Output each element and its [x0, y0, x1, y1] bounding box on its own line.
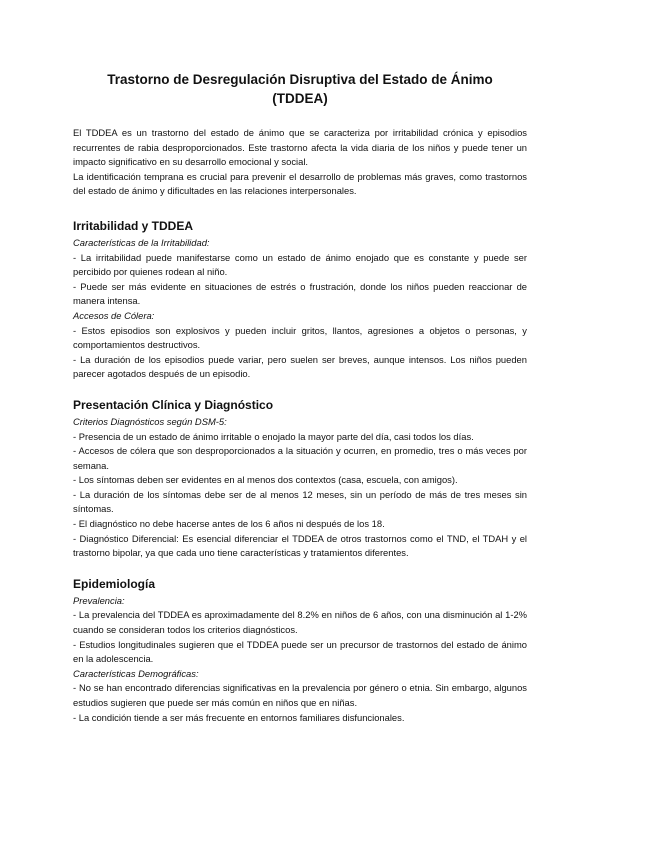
- section-heading-epidemiologia: Epidemiología: [73, 576, 156, 591]
- document-page: [73, 70, 527, 725]
- list-item: - Diagnóstico Diferencial: Es esencial diferenciar el TDDEA de otros trastornos como el TND, el TDAH y el trastorno bipolar, ya que cada uno tiene características y tratamientos diferentes.: [73, 532, 527, 559]
- section-heading-irritabilidad: Irritabilidad y TDDEA: [73, 218, 194, 233]
- list-item: - Presencia de un estado de ánimo irritable o enojado la mayor parte del día, casi todos los días.: [73, 430, 474, 442]
- list-item: - La duración de los episodios puede variar, pero suelen ser breves, aunque intensos. Los niños pueden parecer agotados después de un episodio.: [73, 353, 527, 380]
- list-item: - La condición tiende a ser más frecuente en entornos familiares disfuncionales.: [73, 711, 405, 723]
- list-item: - Estudios longitudinales sugieren que el TDDEA puede ser un precursor de trastornos del estado de ánimo en la adolescencia.: [73, 638, 527, 665]
- intro-paragraph-1: El TDDEA es un trastorno del estado de ánimo que se caracteriza por irritabilidad crónica y episodios recurrentes de rabia desproporcionados. Este trastorno afecta la vida diaria de los niños y puede tener un impacto significativo en su desarrollo emocional y social.: [73, 127, 527, 168]
- subheading-prevalencia: Prevalencia:: [73, 594, 125, 606]
- list-item: - Puede ser más evidente en situaciones de estrés o frustración, donde los niños pueden reaccionar de manera intensa.: [73, 280, 527, 307]
- list-item: - Estos episodios son explosivos y pueden incluir gritos, llantos, agresiones a objetos o personas, y comportamientos destructivos.: [73, 324, 527, 351]
- subheading-caracteristicas-demograficas: Características Demográficas:: [73, 667, 199, 679]
- document-title: [73, 70, 527, 108]
- intro-paragraph-2: La identificación temprana es crucial para prevenir el desarrollo de problemas más graves, como trastornos del estado de ánimo y dificultades en las relaciones interpersonales.: [73, 170, 527, 197]
- section-heading-presentacion-clinica: Presentación Clínica y Diagnóstico: [73, 397, 274, 412]
- subheading-criterios-dsm5: Criterios Diagnósticos según DSM-5:: [73, 415, 227, 427]
- list-item: - La prevalencia del TDDEA es aproximadamente del 8.2% en niños de 6 años, con una disminución al 1-2% cuando se consideran todos los criterios diagnósticos.: [73, 609, 527, 636]
- subheading-caracteristicas-irritabilidad: Características de la Irritabilidad:: [73, 236, 210, 248]
- list-item: - Accesos de cólera que son desproporcionados a la situación y ocurren, en promedio, tres o más veces por semana.: [73, 445, 527, 471]
- list-item: - El diagnóstico no debe hacerse antes de los 6 años ni después de los 18.: [73, 518, 385, 530]
- list-item: - No se han encontrado diferencias significativas en la prevalencia por género o etnia. Sin embargo, algunos estudios sugieren que puede ser más común en niños que en niñas.: [73, 682, 527, 708]
- list-item: - La irritabilidad puede manifestarse como un estado de ánimo enojado que es constante y puede ser percibido por quienes rodean al niño.: [73, 251, 527, 278]
- subheading-accesos-colera: Accesos de Cólera:: [73, 309, 155, 321]
- title-line-1: Trastorno de Desregulación Disruptiva del Estado de Ánimo: [107, 72, 493, 87]
- list-item: - Los síntomas deben ser evidentes en al menos dos contextos (casa, escuela, con amigos).: [73, 474, 458, 486]
- title-line-2: (TDDEA): [272, 91, 328, 106]
- list-item: - La duración de los síntomas debe ser de al menos 12 meses, sin un período de más de tres meses sin síntomas.: [73, 488, 527, 515]
